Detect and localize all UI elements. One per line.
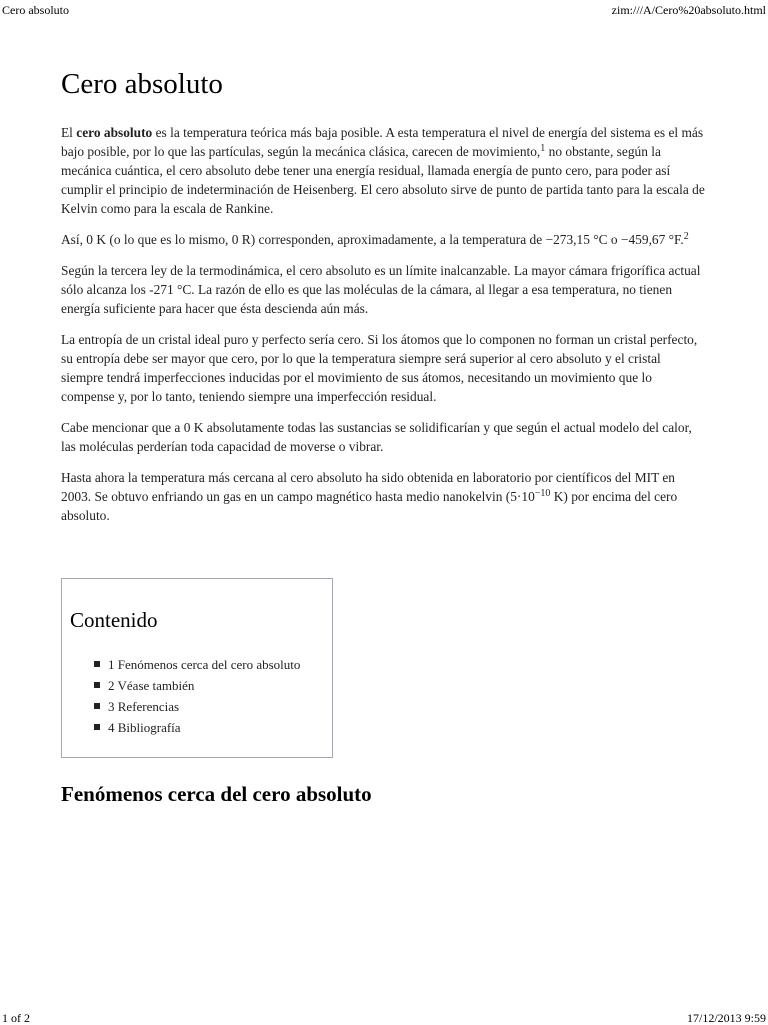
print-footer-page: 1 of 2 (2, 1011, 30, 1025)
mit-text-a: Hasta ahora la temperatura más cercana al cero absoluto ha sido obtenida en laboratorio por científicos del MIT en 2003. Se obtuvo enfriando un gas en un campo magnético hasta medio nanokelvin (5·10 (61, 470, 675, 504)
intro-bold-term: cero absoluto (76, 125, 153, 140)
mit-text-b: K) por encima del cero absoluto. (61, 489, 678, 523)
paragraph-mit-record (61, 468, 705, 525)
toc-item[interactable] (94, 717, 300, 738)
reference-2-link[interactable]: 2 (683, 231, 689, 242)
bullet-icon (94, 682, 100, 688)
toc-item[interactable] (94, 696, 300, 717)
toc-item-label: 4 Bibliografía (108, 720, 181, 735)
reference-1-link[interactable]: 1 (540, 143, 546, 154)
paragraph-intro (61, 123, 705, 218)
toc-item-label: 3 Referencias (108, 699, 180, 714)
bullet-icon (94, 724, 100, 730)
table-of-contents (61, 578, 333, 758)
intro-text-b: no obstante, según la mecánica cuántica, el cero absoluto debe tener una energía residual, llamada energía de punto cero, para poder así cumplir el principio de indeterminación de Heisenberg. El cero absoluto sirve de punto de partida tanto para la escala de Kelvin como para la escala de Rankine. (61, 144, 705, 216)
page-title: Cero absoluto (61, 68, 223, 100)
section-heading: Fenómenos cerca del cero absoluto (61, 782, 372, 806)
toc-item[interactable] (94, 675, 300, 696)
bullet-icon (94, 703, 100, 709)
paragraph-solidification: Cabe mencionar que a 0 K absolutamente todas las sustancias se solidificarían y que según el actual modelo del calor, las moléculas perderían toda capacidad de moverse o vibrar. (61, 420, 692, 454)
toc-item[interactable] (94, 654, 300, 675)
print-header-title: Cero absoluto (2, 3, 69, 17)
paragraph-third-law: Según la tercera ley de la termodinámica, el cero absoluto es un límite inalcanzable. La mayor cámara frigorífica actual sólo alcanza los -271 °C. La razón de ello es que las moléculas de la cámara, al llegar a esa temperatura, no tienen energía suficiente para hacer que ésta descienda aún más. (61, 263, 701, 316)
paragraph-temperatures (61, 230, 705, 249)
print-footer-datetime: 17/12/2013 9:59 (686, 1011, 766, 1025)
title-divider (61, 110, 705, 111)
article-body (61, 62, 705, 537)
toc-title: Contenido (70, 608, 158, 632)
exponent: −10 (534, 488, 551, 499)
bullet-icon (94, 661, 100, 667)
intro-text-a: es la temperatura teórica más baja posible. A esta temperatura el nivel de energía del sistema es el más bajo posible, por lo que las partículas, según la mecánica clásica, carecen de movimiento, (61, 125, 704, 159)
toc-item-label: 1 Fenómenos cerca del cero absoluto (108, 657, 301, 672)
print-header-url: zim:///A/Cero%20absoluto.html (611, 3, 766, 17)
paragraph-entropy: La entropía de un cristal ideal puro y perfecto sería cero. Si los átomos que lo componen no forman un cristal perfecto, su entropía debe ser mayor que cero, por lo que la temperatura siempre será superior al cero absoluto y el cristal siempre tendrá imperfecciones inducidas por el movimiento de sus átomos, necesitando un movimiento que lo compense y, por lo tanto, teniendo siempre una imperfección residual. (61, 332, 698, 404)
toc-item-label: 2 Véase también (108, 678, 195, 693)
intro-lead: El (61, 125, 77, 140)
toc-list (94, 654, 300, 738)
temperatures-text: Así, 0 K (o lo que es lo mismo, 0 R) corresponden, aproximadamente, a la temperatura de −273,15 °C o −459,67 °F. (61, 232, 684, 247)
